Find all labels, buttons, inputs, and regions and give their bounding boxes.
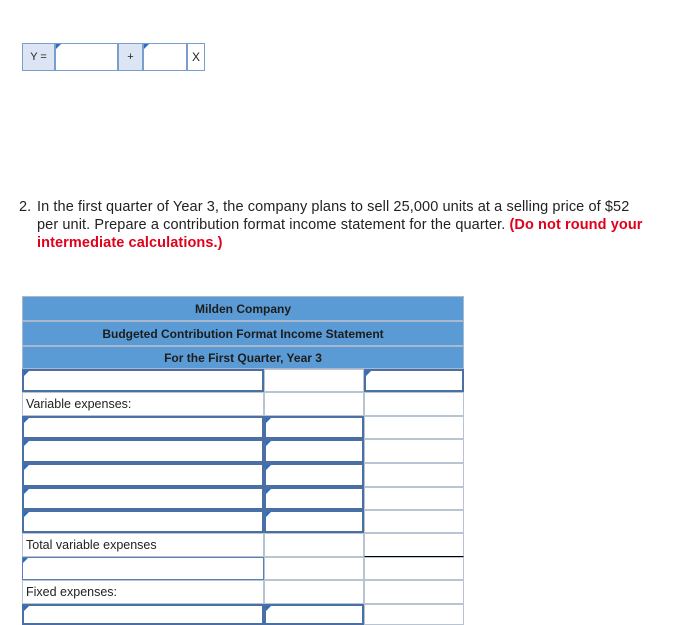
variable-item-1-label-input[interactable] bbox=[22, 416, 264, 439]
contribution-margin-mid-cell bbox=[264, 557, 364, 580]
variable-item-2-amount-input[interactable] bbox=[264, 439, 364, 463]
fixed-header-mid-cell bbox=[264, 580, 364, 604]
variable-item-1-right-cell bbox=[364, 416, 464, 439]
fixed-item-1-right-cell bbox=[364, 604, 464, 625]
question-text bbox=[37, 198, 647, 252]
total-variable-expenses-label: Total variable expenses bbox=[22, 533, 264, 557]
contribution-margin-amount-cell bbox=[364, 557, 464, 580]
question-number: 2. bbox=[19, 199, 32, 215]
x-variable-label: X bbox=[187, 43, 205, 71]
total-variable-amount-cell bbox=[364, 533, 464, 557]
variable-header-mid-cell bbox=[264, 392, 364, 416]
sales-mid-cell bbox=[264, 369, 364, 392]
variable-item-3-amount-input[interactable] bbox=[264, 463, 364, 487]
fixed-expenses-label: Fixed expenses: bbox=[22, 580, 264, 604]
variable-item-5-amount-input[interactable] bbox=[264, 510, 364, 533]
variable-item-3-right-cell bbox=[364, 463, 464, 487]
slope-input[interactable] bbox=[143, 43, 187, 71]
statement-title: Budgeted Contribution Format Income Statement bbox=[22, 321, 464, 346]
sales-label-input[interactable] bbox=[22, 369, 264, 392]
variable-header-right-cell bbox=[364, 392, 464, 416]
variable-expenses-label: Variable expenses: bbox=[22, 392, 264, 416]
fixed-item-1-amount-input[interactable] bbox=[264, 604, 364, 625]
variable-item-4-right-cell bbox=[364, 487, 464, 510]
y-equals-label: Y = bbox=[22, 43, 55, 71]
variable-item-4-amount-input[interactable] bbox=[264, 487, 364, 510]
intercept-input[interactable] bbox=[55, 43, 118, 71]
statement-period: For the First Quarter, Year 3 bbox=[22, 346, 464, 369]
contribution-margin-label-input[interactable] bbox=[22, 557, 264, 580]
variable-item-5-label-input[interactable] bbox=[22, 510, 264, 533]
variable-item-2-label-input[interactable] bbox=[22, 439, 264, 463]
company-name: Milden Company bbox=[22, 296, 464, 321]
fixed-item-1-label-input[interactable] bbox=[22, 604, 264, 625]
sales-amount-input[interactable] bbox=[364, 369, 464, 392]
variable-item-1-amount-input[interactable] bbox=[264, 416, 364, 439]
question-body: In the first quarter of Year 3, the company plans to sell 25,000 units at a selling price of $52 per unit. Prepare a contribution format income statement for the quarter. bbox=[37, 199, 630, 233]
variable-item-4-label-input[interactable] bbox=[22, 487, 264, 510]
fixed-header-right-cell bbox=[364, 580, 464, 604]
plus-sign: + bbox=[118, 43, 143, 71]
variable-item-5-right-cell bbox=[364, 510, 464, 533]
total-variable-mid-cell bbox=[264, 533, 364, 557]
rounding-note: (Do not round your intermediate calculations.) bbox=[37, 217, 643, 251]
variable-item-3-label-input[interactable] bbox=[22, 463, 264, 487]
variable-item-2-right-cell bbox=[364, 439, 464, 463]
